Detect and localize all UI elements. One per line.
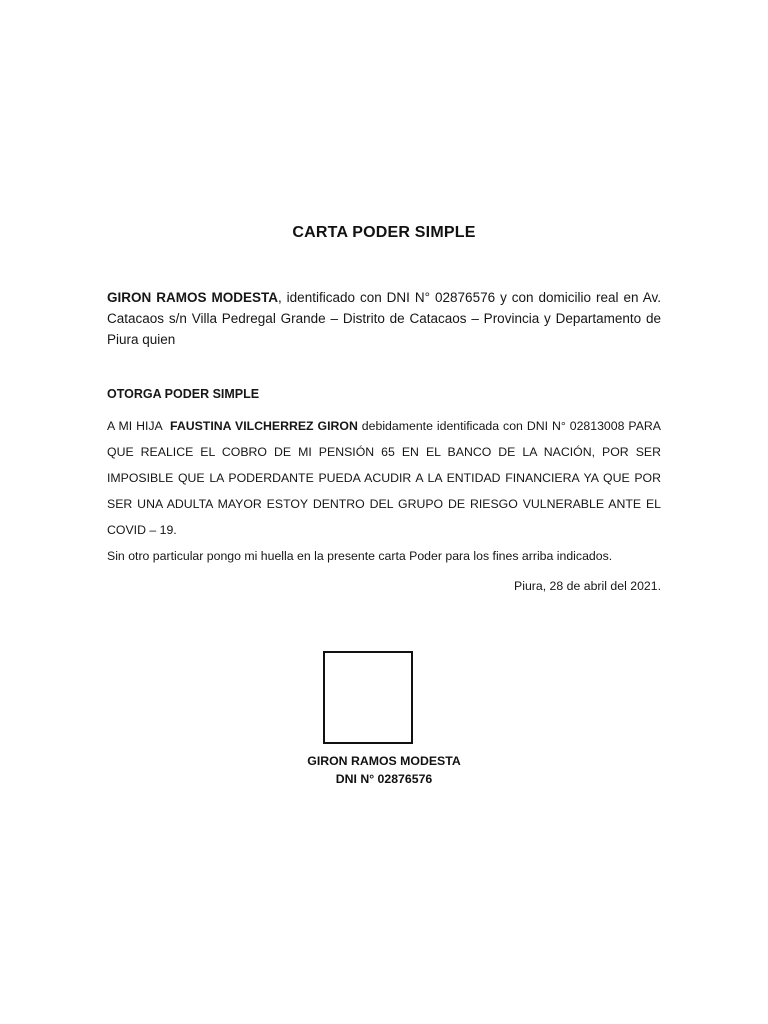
intro-text: , identificado con DNI N° 02876576 y con domicilio real en Av. Catacaos s/n Villa Pedregal Grande – Distrito de Catacaos – Provincia y Departamento de Piura quien — [107, 290, 662, 347]
grant-heading: OTORGA PODER SIMPLE — [107, 387, 260, 401]
closing-line: Sin otro particular pongo mi huella en la presente carta Poder para los fines arriba indicados. — [107, 549, 613, 563]
signature-name: GIRON RAMOS MODESTA — [307, 754, 461, 768]
grantor-name: GIRON RAMOS MODESTA — [107, 290, 278, 305]
grant-text: debidamente identificada con DNI N° 02813008 PARA QUE REALICE EL COBRO DE MI PENSIÓN 65 EN EL BANCO DE LA NACIÓN, POR SER IMPOSIBLE QUE LA PODERDANTE PUEDA ACUDIR A LA ENTIDAD FINANCIERA YA QUE POR SER UNA ADULTA MAYOR ESTOY DENTRO DEL GRUPO DE RIESGO VULNERABLE ANTE EL COVID – 19. — [107, 419, 661, 537]
date-line: Piura, 28 de abril del 2021. — [514, 579, 661, 593]
grant-prefix: A MI HIJA — [107, 419, 171, 433]
document-title: CARTA PODER SIMPLE — [292, 224, 476, 241]
intro-paragraph — [107, 287, 661, 350]
grant-paragraph — [107, 413, 661, 543]
attorney-name: FAUSTINA VILCHERREZ GIRON — [170, 419, 358, 433]
signature-dni: DNI N° 02876576 — [335, 772, 433, 786]
fingerprint-box — [323, 651, 413, 744]
